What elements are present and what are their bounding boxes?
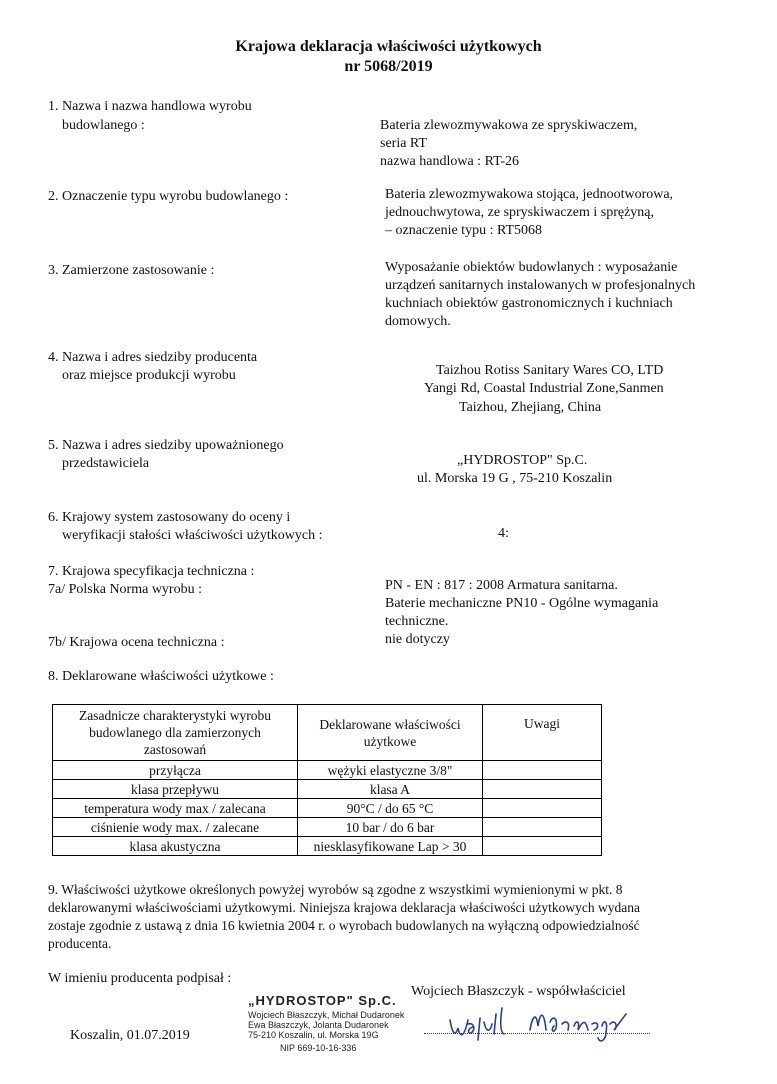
section-3-value-line-4: domowych. [385,314,451,329]
handwritten-signature [440,1000,665,1055]
signed-label: W imieniu producenta podpisał : [48,971,232,986]
header-remarks: Uwagi [483,705,602,761]
cell-characteristic: ciśnienie wody max. / zalecane [53,818,298,837]
table-row [53,799,602,818]
section-1-value-line-1: Bateria zlewozmywakowa ze spryskiwaczem, [380,118,638,133]
section-7a-label: 7a/ Polska Norma wyrobu : [48,582,202,597]
stamp-line-4: NIP 669-10-16-336 [280,1043,357,1053]
section-4-value-line-1: Taizhou Rotiss Sanitary Wares CO, LTD [436,363,664,378]
stamp-company-name: „HYDROSTOP" Sp.C. [248,993,397,1008]
cell-characteristic: klasa akustyczna [53,837,298,856]
section-5-label-line-2: przedstawiciela [62,456,150,471]
cell-remarks [483,837,602,856]
cell-remarks [483,761,602,780]
table-row [53,837,602,856]
section-2-label: 2. Oznaczenie typu wyrobu budowlanego : [48,189,289,204]
section-5-value-line-2: ul. Morska 19 G , 75-210 Koszalin [417,471,613,486]
section-8-label: 8. Deklarowane właściwości użytkowe : [48,669,274,684]
section-1-value-line-3: nazwa handlowa : RT-26 [380,154,519,169]
company-stamp [248,993,438,1053]
section-4-value-line-3: Taizhou, Zhejiang, China [459,400,602,415]
section-7a-value-line-2: Baterie mechaniczne PN10 - Ogólne wymagania [385,596,659,611]
cell-declared: 10 bar / do 6 bar [298,818,483,837]
properties-table [52,704,602,856]
section-7-label: 7. Krajowa specyfikacja techniczna : [48,564,255,579]
cell-remarks [483,799,602,818]
section-3-label: 3. Zamierzone zastosowanie : [48,263,215,278]
section-2-value-line-1: Bateria zlewozmywakowa stojąca, jednootworowa, [385,187,674,202]
section-5-value-line-1: „HYDROSTOP" Sp.C. [457,453,588,468]
cell-characteristic: przyłącza [53,761,298,780]
table-header-row [53,705,602,761]
stamp-line-1: Wojciech Błaszczyk, Michał Dudaronek [248,1010,405,1020]
document-number: nr 5068/2019 [344,58,433,75]
cell-remarks [483,780,602,799]
section-1-label-line-1: 1. Nazwa i nazwa handlowa wyrobu [48,99,252,114]
header-characteristics-line-3: zastosowań [143,742,207,757]
header-characteristics [53,705,298,761]
section-7b-label: 7b/ Krajowa ocena techniczna : [48,635,225,650]
signatory-name: Wojciech Błaszczyk - współwłaściciel [411,984,626,999]
section-4-label-line-1: 4. Nazwa i adres siedziby producenta [48,350,258,365]
section-5-label-line-1: 5. Nazwa i adres siedziby upoważnionego [48,438,284,453]
section-7a-value-line-1: PN - EN : 817 : 2008 Armatura sanitarna. [385,578,618,593]
section-3-value-line-1: Wyposażanie obiektów budowlanych : wyposażanie [385,260,678,275]
header-declared [298,705,483,761]
table-row [53,761,602,780]
cell-remarks [483,818,602,837]
section-2-value-line-3: – oznaczenie typu : RT5068 [385,223,543,238]
section-3-value-line-3: kuchniach obiektów gastronomicznych i kuchniach [385,296,673,311]
cell-declared: klasa A [298,780,483,799]
section-4-value-line-2: Yangi Rd, Coastal Industrial Zone,Sanmen [424,381,664,396]
section-9-line-2: deklarowanymi właściwościami użytkowymi. Niniejsza krajowa deklaracja właściwości użytkowych wydana [48,900,640,915]
stamp-line-3: 75-210 Koszalin, ul. Morska 19G [248,1030,379,1040]
table-row [53,818,602,837]
section-2-value-line-2: jednouchwytowa, ze spryskiwaczem i sprężyną, [385,205,655,220]
section-9-line-1: 9. Właściwości użytkowe określonych powyżej wyrobów są zgodne z wszystkimi wymienionymi w pkt. 8 [48,882,623,897]
section-3-value-line-2: urządzeń sanitarnych instalowanych w profesjonalnych [385,278,696,293]
cell-declared: 90°C / do 65 °C [298,799,483,818]
section-7a-value-line-3: techniczne. [385,614,449,629]
cell-declared: wężyki elastyczne 3/8" [298,761,483,780]
cell-declared: niesklasyfikowane Lap > 30 [298,837,483,856]
header-declared-line-2: użytkowe [363,733,417,749]
cell-characteristic: klasa przepływu [53,780,298,799]
place-date: Koszalin, 01.07.2019 [70,1028,190,1043]
section-1-label-line-2: budowlanego : [62,118,145,133]
header-characteristics-line-2: budowlanego dla zamierzonych [89,725,261,740]
header-characteristics-line-1: Zasadnicze charakterystyki wyrobu [79,708,271,723]
section-9-line-3: zostaje zgodnie z ustawą z dnia 16 kwietnia 2004 r. o wyrobach budowlanych na wyłączną odpowiedzialność [48,918,640,933]
section-6-value: 4: [498,526,509,541]
stamp-line-2: Ewa Błaszczyk, Jolanta Dudaronek [248,1020,389,1030]
cell-characteristic: temperatura wody max / zalecana [53,799,298,818]
section-4-label-line-2: oraz miejsce produkcji wyrobu [62,368,236,383]
document-title: Krajowa deklaracja właściwości użytkowych [235,38,542,55]
section-7b-value: nie dotyczy [385,632,450,647]
section-9-line-4: producenta. [48,936,112,951]
table-row [53,780,602,799]
header-declared-line-1: Deklarowane właściwości [319,716,461,732]
section-6-label-line-2: weryfikacji stałości właściwości użytkowych : [62,528,323,543]
section-1-value-line-2: seria RT [380,136,427,151]
section-6-label-line-1: 6. Krajowy system zastosowany do oceny i [48,510,291,525]
